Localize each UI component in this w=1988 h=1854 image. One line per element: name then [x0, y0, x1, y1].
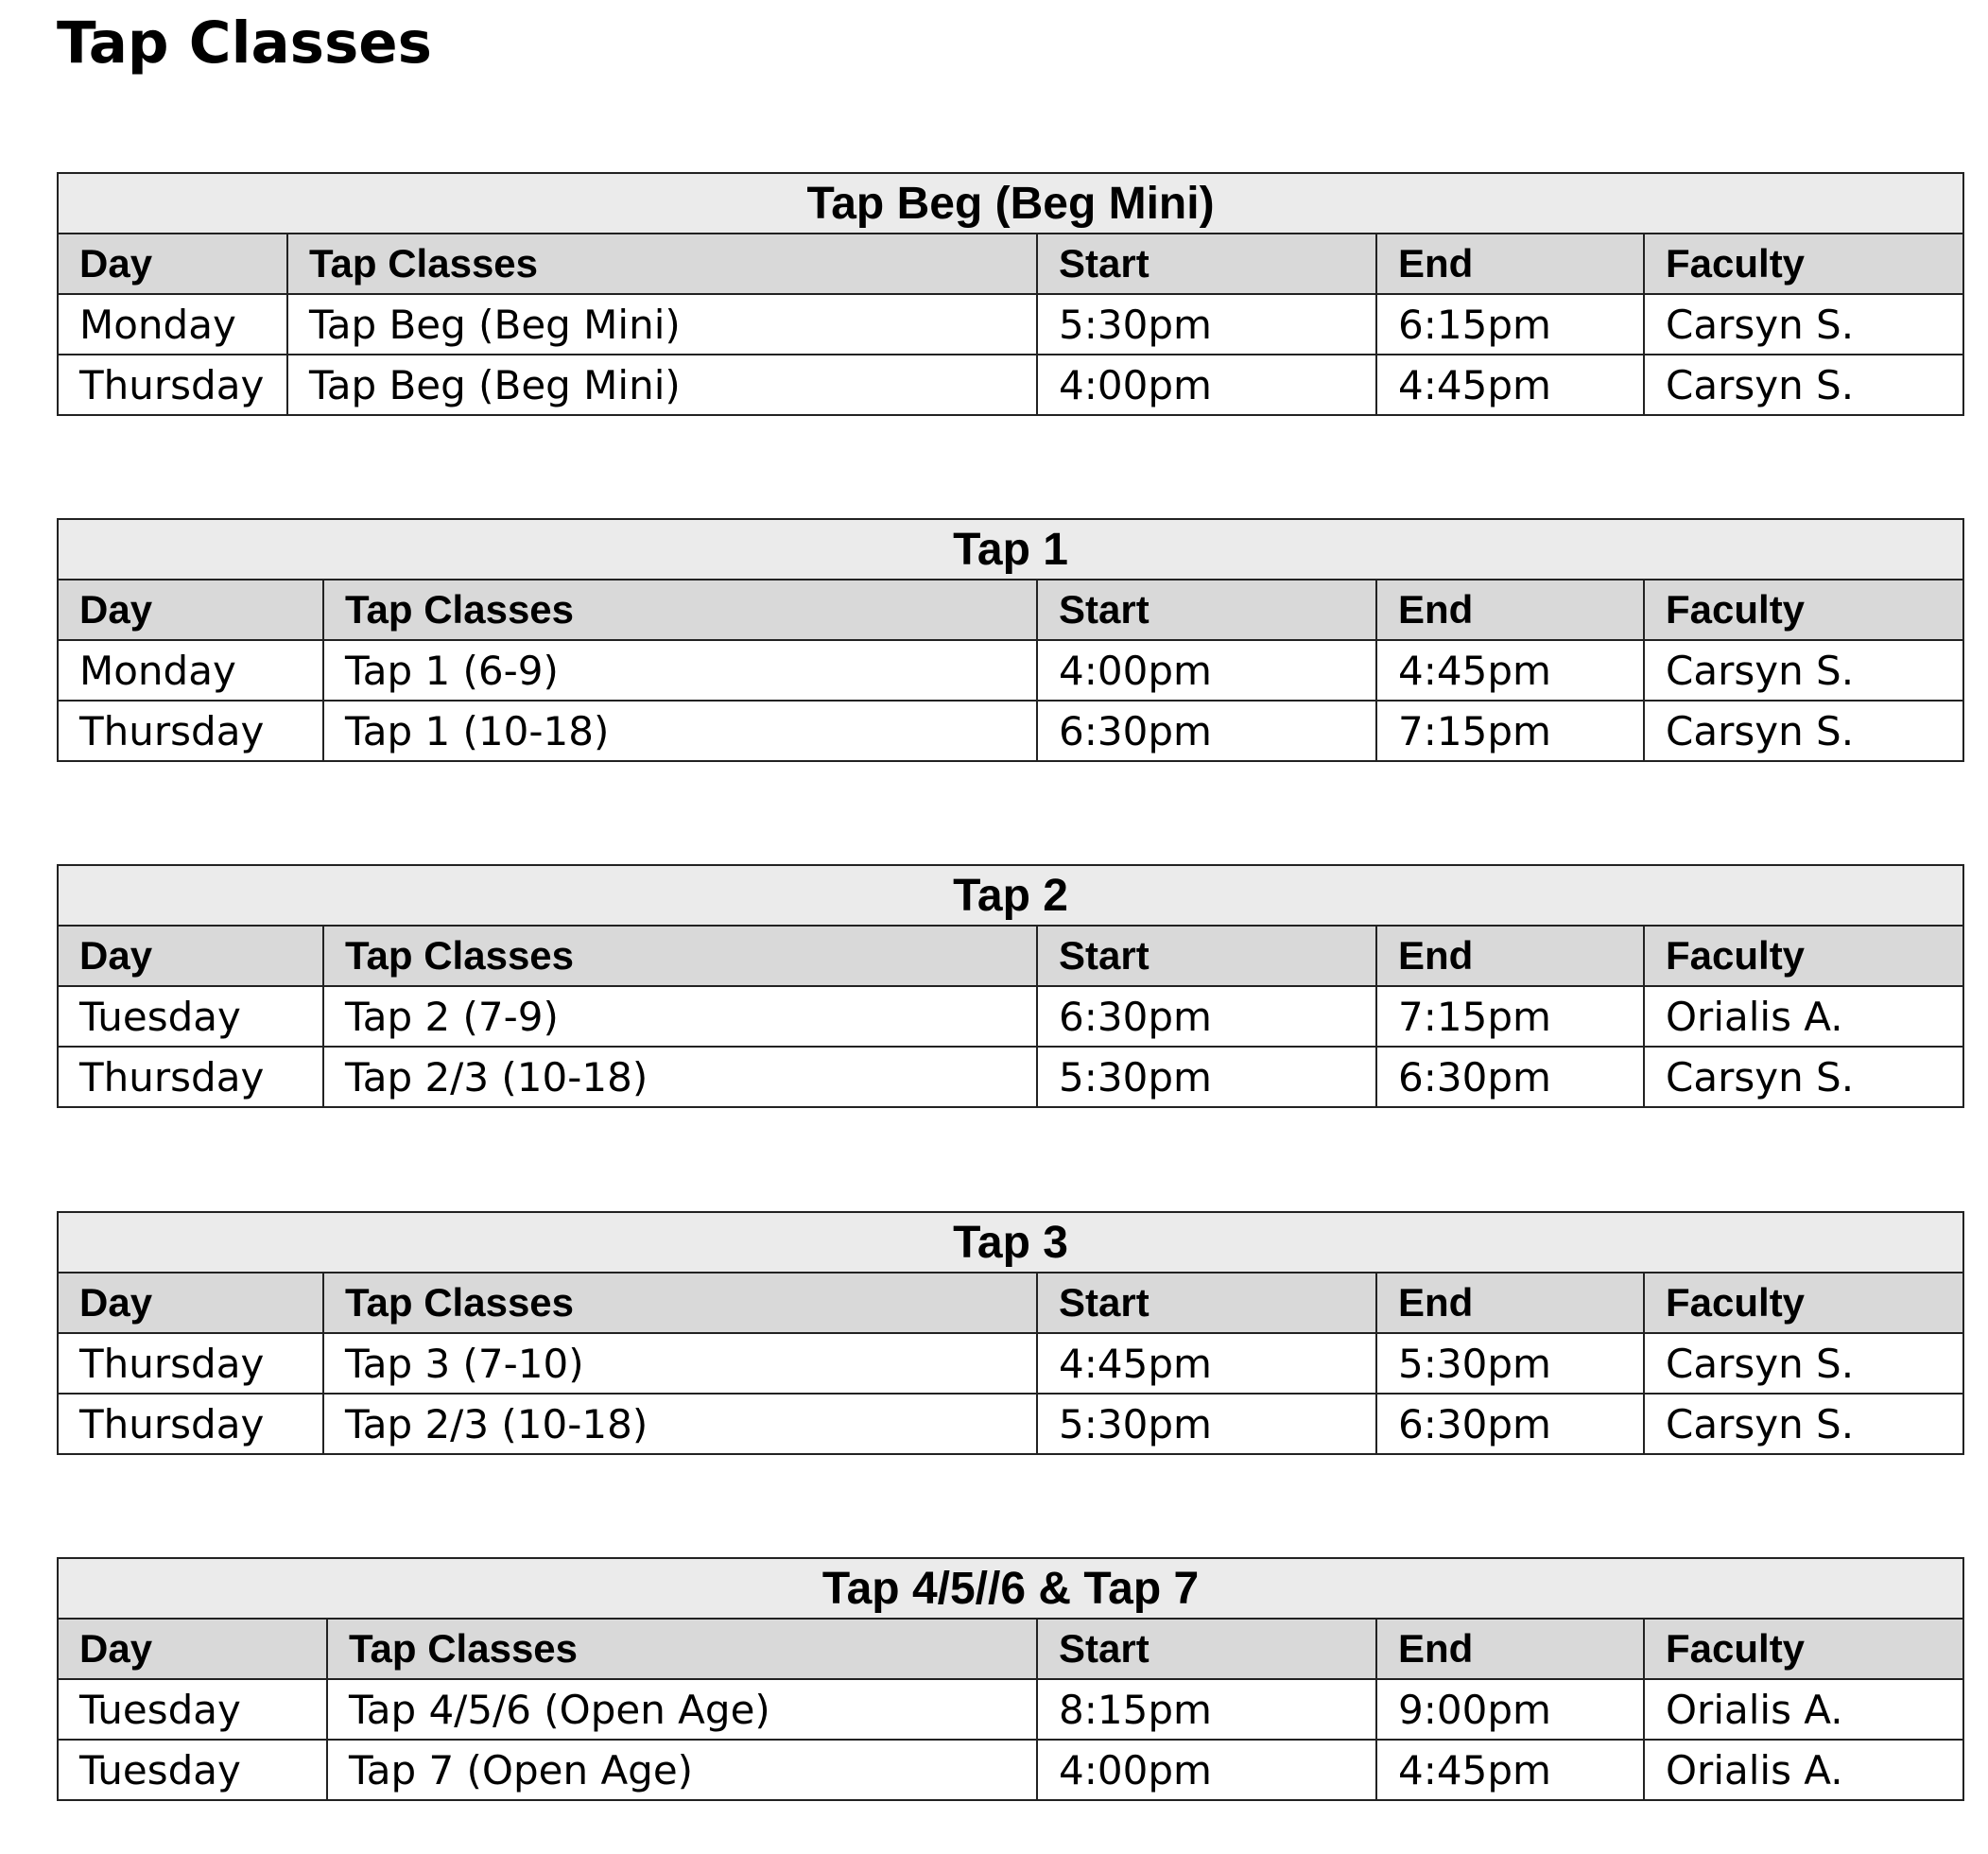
cell-day: Thursday: [58, 1047, 323, 1107]
column-header-start: Start: [1037, 580, 1376, 640]
table-row: [58, 640, 1963, 701]
table-row: [58, 1394, 1963, 1454]
cell-start: 5:30pm: [1037, 1394, 1376, 1454]
column-header-tap-classes: Tap Classes: [327, 1619, 1037, 1679]
column-header-start: Start: [1037, 926, 1376, 986]
cell-day: Thursday: [58, 701, 323, 761]
cell-end: 4:45pm: [1376, 1740, 1644, 1800]
column-header-tap-classes: Tap Classes: [287, 234, 1037, 294]
schedule-table-tap-3: [57, 1211, 1964, 1455]
table-title: Tap 1: [58, 519, 1963, 580]
column-header-tap-classes: Tap Classes: [323, 926, 1037, 986]
cell-class: Tap 2/3 (10-18): [323, 1394, 1037, 1454]
column-header-row: [58, 580, 1963, 640]
schedule-table-tap-4-5-6-7: [57, 1557, 1964, 1801]
cell-faculty: Carsyn S.: [1644, 701, 1963, 761]
column-header-faculty: Faculty: [1644, 1619, 1963, 1679]
column-header-row: [58, 1619, 1963, 1679]
cell-end: 5:30pm: [1376, 1333, 1644, 1394]
table-title-row: [58, 1558, 1963, 1619]
cell-end: 6:15pm: [1376, 294, 1644, 355]
cell-faculty: Carsyn S.: [1644, 294, 1963, 355]
cell-faculty: Carsyn S.: [1644, 1333, 1963, 1394]
column-header-start: Start: [1037, 1619, 1376, 1679]
schedule-table-tap-2: [57, 864, 1964, 1108]
cell-start: 4:00pm: [1037, 1740, 1376, 1800]
table-row: [58, 294, 1963, 355]
cell-end: 7:15pm: [1376, 701, 1644, 761]
table-row: [58, 1333, 1963, 1394]
cell-start: 4:00pm: [1037, 640, 1376, 701]
column-header-row: [58, 1273, 1963, 1333]
cell-day: Thursday: [58, 1394, 323, 1454]
table-row: [58, 986, 1963, 1047]
cell-day: Thursday: [58, 1333, 323, 1394]
table-title-row: [58, 519, 1963, 580]
cell-faculty: Orialis A.: [1644, 1740, 1963, 1800]
table-title-row: [58, 173, 1963, 234]
page-title: Tap Classes: [57, 9, 432, 77]
cell-faculty: Carsyn S.: [1644, 355, 1963, 415]
cell-faculty: Carsyn S.: [1644, 640, 1963, 701]
cell-class: Tap 7 (Open Age): [327, 1740, 1037, 1800]
column-header-faculty: Faculty: [1644, 234, 1963, 294]
cell-class: Tap Beg (Beg Mini): [287, 294, 1037, 355]
column-header-end: End: [1376, 926, 1644, 986]
table-title: Tap 3: [58, 1212, 1963, 1273]
column-header-day: Day: [58, 1619, 327, 1679]
column-header-end: End: [1376, 1273, 1644, 1333]
cell-faculty: Carsyn S.: [1644, 1047, 1963, 1107]
cell-start: 4:00pm: [1037, 355, 1376, 415]
table-title: Tap Beg (Beg Mini): [58, 173, 1963, 234]
cell-end: 6:30pm: [1376, 1047, 1644, 1107]
cell-class: Tap 3 (7-10): [323, 1333, 1037, 1394]
column-header-faculty: Faculty: [1644, 580, 1963, 640]
cell-day: Tuesday: [58, 1740, 327, 1800]
cell-end: 9:00pm: [1376, 1679, 1644, 1740]
column-header-day: Day: [58, 580, 323, 640]
cell-faculty: Orialis A.: [1644, 1679, 1963, 1740]
cell-day: Monday: [58, 640, 323, 701]
table-row: [58, 1679, 1963, 1740]
column-header-day: Day: [58, 234, 287, 294]
cell-day: Thursday: [58, 355, 287, 415]
table-title: Tap 2: [58, 865, 1963, 926]
table-title-row: [58, 865, 1963, 926]
cell-class: Tap 1 (10-18): [323, 701, 1037, 761]
cell-end: 6:30pm: [1376, 1394, 1644, 1454]
cell-start: 6:30pm: [1037, 986, 1376, 1047]
column-header-start: Start: [1037, 1273, 1376, 1333]
cell-start: 8:15pm: [1037, 1679, 1376, 1740]
cell-class: Tap 1 (6-9): [323, 640, 1037, 701]
schedule-table-tap-beg: [57, 172, 1964, 416]
column-header-day: Day: [58, 1273, 323, 1333]
table-row: [58, 355, 1963, 415]
cell-end: 7:15pm: [1376, 986, 1644, 1047]
column-header-tap-classes: Tap Classes: [323, 580, 1037, 640]
column-header-start: Start: [1037, 234, 1376, 294]
cell-start: 6:30pm: [1037, 701, 1376, 761]
cell-day: Monday: [58, 294, 287, 355]
column-header-day: Day: [58, 926, 323, 986]
column-header-row: [58, 234, 1963, 294]
schedule-table-tap-1: [57, 518, 1964, 762]
table-row: [58, 1740, 1963, 1800]
cell-start: 5:30pm: [1037, 1047, 1376, 1107]
cell-start: 5:30pm: [1037, 294, 1376, 355]
column-header-faculty: Faculty: [1644, 1273, 1963, 1333]
column-header-end: End: [1376, 580, 1644, 640]
cell-class: Tap 2 (7-9): [323, 986, 1037, 1047]
cell-day: Tuesday: [58, 1679, 327, 1740]
table-row: [58, 1047, 1963, 1107]
cell-day: Tuesday: [58, 986, 323, 1047]
cell-faculty: Carsyn S.: [1644, 1394, 1963, 1454]
column-header-row: [58, 926, 1963, 986]
column-header-end: End: [1376, 1619, 1644, 1679]
cell-faculty: Orialis A.: [1644, 986, 1963, 1047]
cell-class: Tap 4/5/6 (Open Age): [327, 1679, 1037, 1740]
table-title: Tap 4/5//6 & Tap 7: [58, 1558, 1963, 1619]
table-title-row: [58, 1212, 1963, 1273]
cell-class: Tap 2/3 (10-18): [323, 1047, 1037, 1107]
cell-start: 4:45pm: [1037, 1333, 1376, 1394]
column-header-tap-classes: Tap Classes: [323, 1273, 1037, 1333]
table-row: [58, 701, 1963, 761]
column-header-end: End: [1376, 234, 1644, 294]
cell-end: 4:45pm: [1376, 640, 1644, 701]
column-header-faculty: Faculty: [1644, 926, 1963, 986]
cell-end: 4:45pm: [1376, 355, 1644, 415]
cell-class: Tap Beg (Beg Mini): [287, 355, 1037, 415]
